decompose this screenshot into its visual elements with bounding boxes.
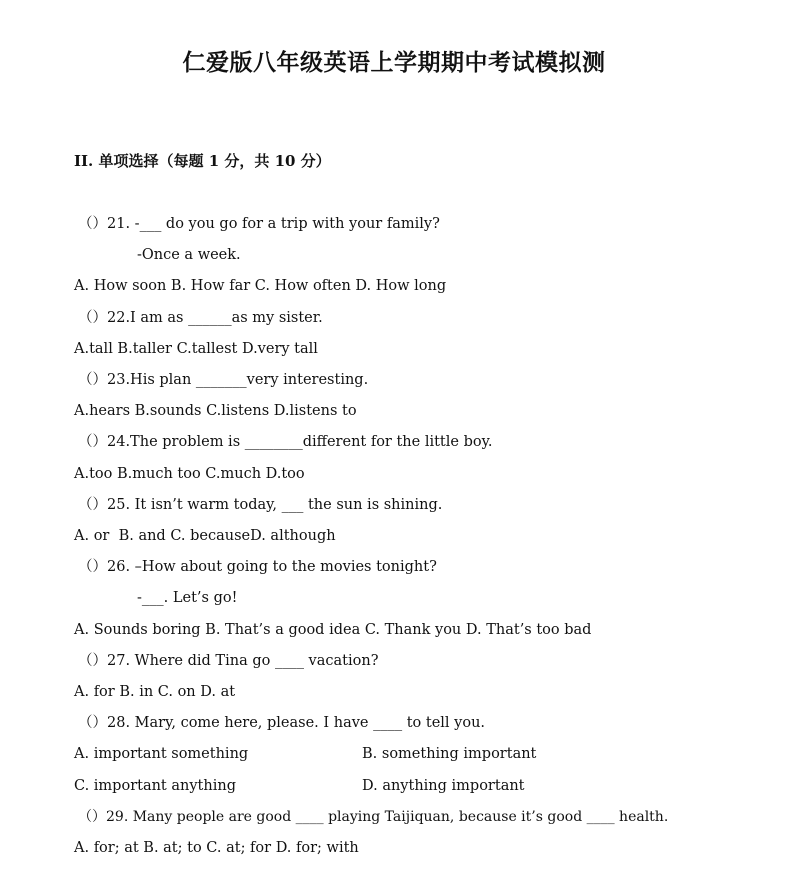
question-21-options: A. How soon B. How far C. How often D. How long <box>74 278 447 294</box>
question-27-options: A. for B. in C. on D. at <box>74 684 236 700</box>
question-28-option-a: A. important something <box>74 746 249 762</box>
question-28-option-b: B. something important <box>362 746 537 762</box>
question-28-option-c: C. important anything <box>74 778 236 794</box>
question-26-options: A. Sounds boring B. That’s a good idea C. Thank you D. That’s too bad <box>74 622 592 638</box>
question-21: （）21. -___ do you go for a trip with your family? <box>78 216 440 232</box>
question-23-options: A.hears B.sounds C.listens D.listens to <box>74 403 357 419</box>
question-25: （）25. It isn’t warm today, ___ the sun is shining. <box>78 497 443 513</box>
section-header: II. 单项选择（每题 1 分，共 10 分） <box>74 152 331 170</box>
question-28: （）28. Mary, come here, please. I have ____ to tell you. <box>78 715 486 731</box>
question-29-options: A. for; at B. at; to C. at; for D. for; with <box>74 840 359 856</box>
question-26-reply: -___. Let’s go! <box>137 590 238 606</box>
question-29: （）29. Many people are good ____ playing Taijiquan, because it’s good ____ health. <box>78 809 669 825</box>
question-27: （）27. Where did Tina go ____ vacation? <box>78 653 379 669</box>
question-21-reply: -Once a week. <box>137 247 241 263</box>
question-24: （）24.The problem is ________different for the little boy. <box>78 434 493 450</box>
question-24-options: A.too B.much too C.much D.too <box>74 466 305 482</box>
question-22-options: A.tall B.taller C.tallest D.very tall <box>74 341 318 357</box>
question-28-option-d: D. anything important <box>362 778 525 794</box>
page-title: 仁爱版八年级英语上学期期中考试模拟测 <box>182 49 606 76</box>
question-22: （）22.I am as ______as my sister. <box>78 310 323 326</box>
question-23: （）23.His plan _______very interesting. <box>78 372 369 388</box>
question-25-options: A. or B. and C. becauseD. although <box>74 528 336 544</box>
question-26: （）26. –How about going to the movies tonight? <box>78 559 437 575</box>
